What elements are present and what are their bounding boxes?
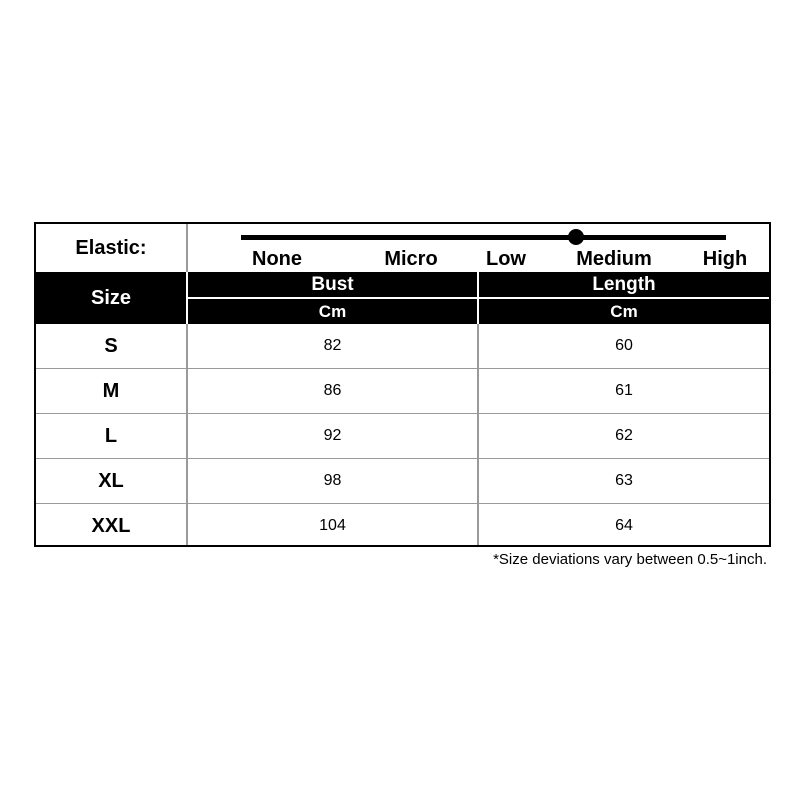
length-cell: 63 xyxy=(615,472,633,489)
bust-cell: 92 xyxy=(323,427,342,444)
length-cell: 60 xyxy=(615,337,633,354)
table-row xyxy=(36,324,769,369)
table-row xyxy=(36,414,769,459)
elastic-scale-marker xyxy=(568,229,584,245)
elastic-scale-labels xyxy=(188,248,769,272)
length-cell: 62 xyxy=(615,427,633,444)
size-cell: S xyxy=(104,334,118,357)
table-row xyxy=(36,504,769,549)
header-bust xyxy=(188,272,477,324)
elastic-level-low: Low xyxy=(486,248,526,270)
size-cell: M xyxy=(102,379,120,402)
length-cell: 61 xyxy=(615,382,633,399)
bust-cell: 86 xyxy=(323,382,342,399)
elastic-level-high: High xyxy=(702,248,748,270)
column-divider xyxy=(477,324,479,545)
bust-cell: 82 xyxy=(323,337,342,354)
header-size: Size xyxy=(36,272,186,324)
header-length-unit: Cm xyxy=(610,301,638,321)
table-row xyxy=(36,369,769,414)
size-footnote: *Size deviations vary between 0.5~1inch. xyxy=(493,551,767,568)
length-cell: 64 xyxy=(615,517,633,534)
header-bust-unit: Cm xyxy=(318,301,347,321)
size-cell: XXL xyxy=(91,514,131,537)
elastic-level-medium: Medium xyxy=(576,248,652,270)
header-length xyxy=(479,272,769,324)
elastic-row xyxy=(36,224,769,272)
elastic-scale-line xyxy=(241,235,726,240)
bust-cell: 98 xyxy=(323,472,342,489)
elastic-level-micro: Micro xyxy=(384,248,438,270)
header-bust-label: Bust xyxy=(311,273,354,295)
table-row xyxy=(36,459,769,504)
size-cell: XL xyxy=(98,469,124,492)
column-divider xyxy=(186,324,188,545)
header-length-label: Length xyxy=(592,273,656,295)
elastic-level-none: None xyxy=(252,248,302,270)
elastic-label: Elastic: xyxy=(75,236,147,259)
size-cell: L xyxy=(104,424,118,447)
size-chart xyxy=(34,222,771,547)
bust-cell: 104 xyxy=(319,517,346,534)
